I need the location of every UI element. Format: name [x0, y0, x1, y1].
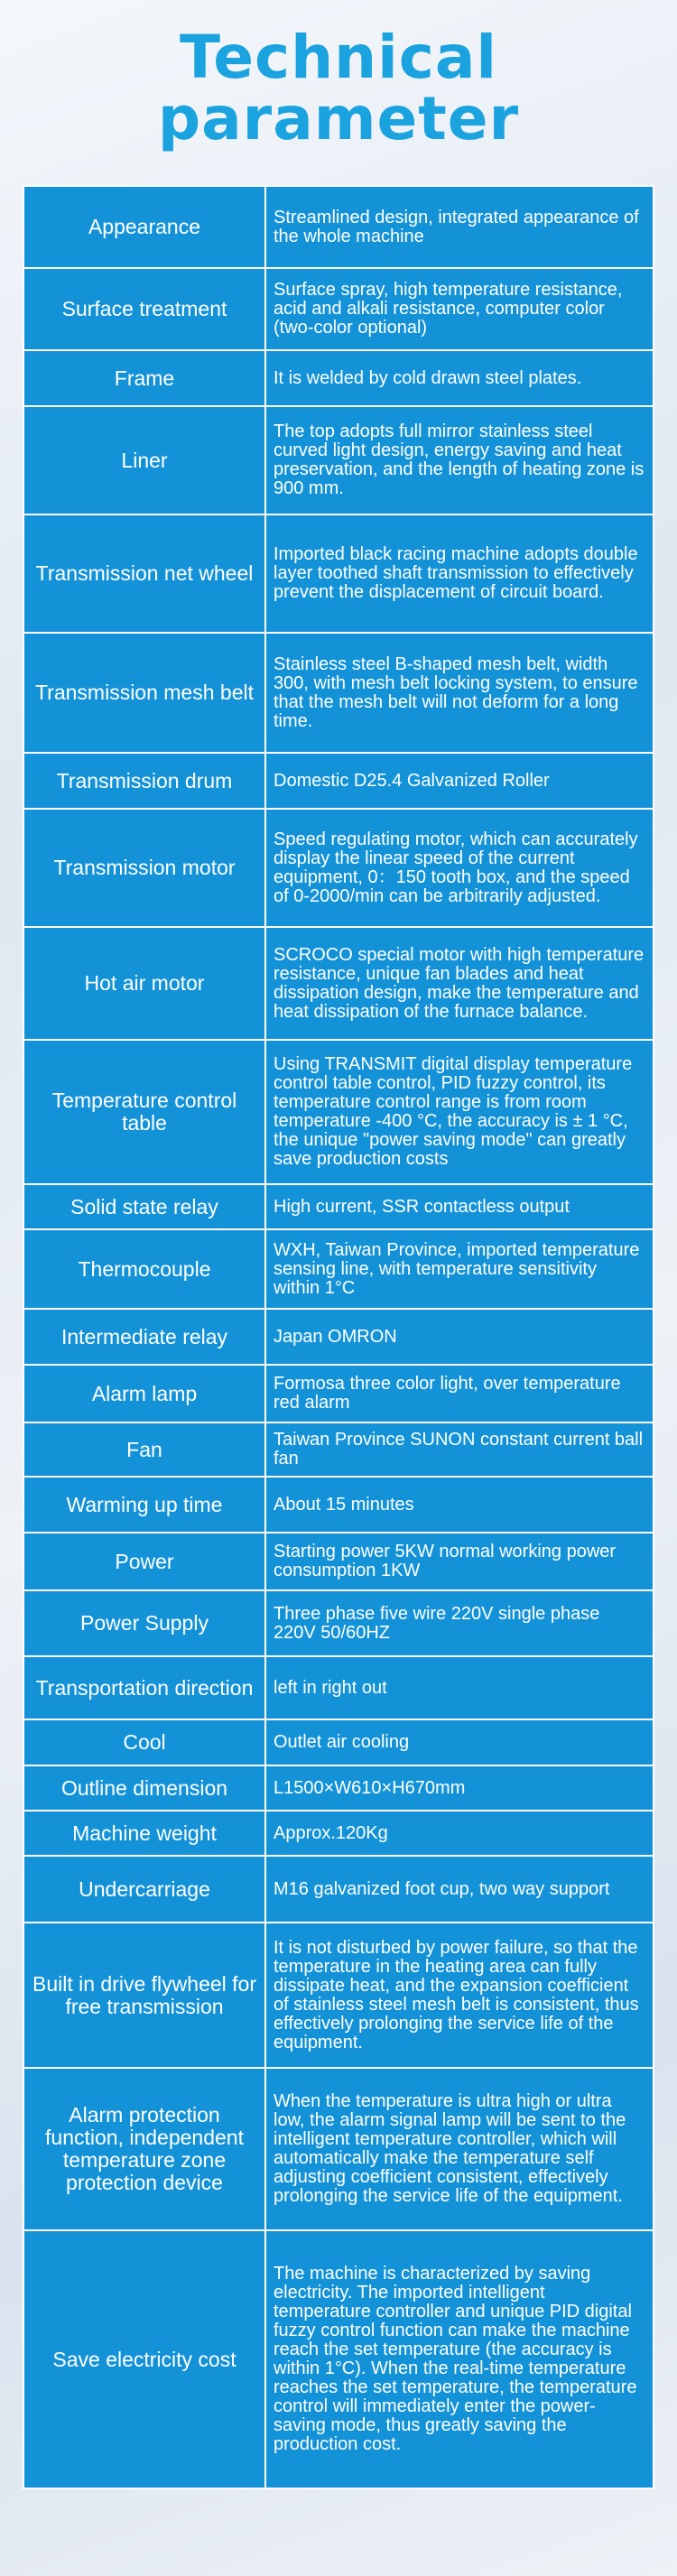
row-value: Streamlined design, integrated appearance of the whole machine	[274, 207, 639, 246]
row-value: left in right out	[274, 1677, 387, 1698]
row-label: Frame	[24, 351, 266, 405]
row-value: Formosa three color light, over temperature red alarm	[274, 1374, 621, 1413]
row-value: It is welded by cold drawn steel plates.	[274, 367, 582, 388]
row-label: Liner	[24, 407, 266, 514]
row-label: Alarm lamp	[24, 1366, 266, 1422]
row-value: The top adopts full mirror stainless steel curved light design, energy saving and heat preservation, and the length of heating zone is 900 mm.	[274, 422, 645, 498]
row-label: Machine weight	[24, 1812, 266, 1855]
row-label: Undercarriage	[24, 1857, 266, 1922]
table-row	[24, 1185, 653, 1230]
row-value: Stainless steel B-shaped mesh belt, width 300, with mesh belt locking system, to ensure that the mesh belt will not deform for a long time.	[274, 653, 638, 731]
row-label: Warming up time	[24, 1478, 266, 1532]
table-row	[24, 1534, 653, 1591]
row-value: About 15 minutes	[274, 1494, 414, 1515]
row-label: Intermediate relay	[24, 1310, 266, 1364]
table-row	[24, 810, 653, 928]
page-title-line-2: parameter	[157, 84, 520, 153]
row-value: Taiwan Province SUNON constant current ball fan	[274, 1430, 644, 1469]
row-value: The machine is characterized by saving electricity. The imported intelligent temperature controller and unique PID digital fuzzy control function can make the machine reach the set temperature (the accuracy is within 1°C). When the real-time temperature reaches the set temperature, the temperature control will immediately enter the power-saving mode, thus greatly saving the production cost.	[274, 2264, 637, 2454]
table-row	[24, 515, 653, 634]
row-value: Using TRANSMIT digital display temperature control table control, PID fuzzy control, its temperature control range is from room temperature -400 °C, the accuracy is ± 1 °C, the unique "power saving mode" can greatly save production costs	[274, 1054, 633, 1169]
table-row	[24, 1766, 653, 1812]
table-row	[24, 1720, 653, 1766]
row-label: Transmission drum	[24, 754, 266, 808]
table-row	[24, 1366, 653, 1423]
row-value: Outlet air cooling	[274, 1732, 410, 1752]
table-row	[24, 2069, 653, 2231]
row-value: Approx.120Kg	[274, 1822, 388, 1843]
row-value: Three phase five wire 220V single phase 220V 50/60HZ	[274, 1603, 600, 1643]
row-value: It is not disturbed by power failure, so that the temperature in the heating area can fully dissipate heat, and the expansion coefficient of stainless steel mesh belt is consistent, thus effectively prolonging the service life of the equipment.	[274, 1937, 639, 2052]
row-value: WXH, Taiwan Province, imported temperature sensing line, with temperature sensitivity within 1°C	[274, 1239, 640, 1298]
row-label: Power	[24, 1534, 266, 1589]
table-row	[24, 634, 653, 754]
table-row	[24, 1923, 653, 2069]
table-row	[24, 1310, 653, 1366]
table-row	[24, 1657, 653, 1720]
row-value: Japan OMRON	[274, 1326, 397, 1347]
table-row	[24, 1230, 653, 1310]
page-title	[0, 23, 677, 153]
row-value: L1500×W610×H670mm	[274, 1777, 466, 1798]
row-label: Solid state relay	[24, 1185, 266, 1228]
page-title-line-1: Technical	[179, 23, 498, 92]
row-label: Transportation direction	[24, 1657, 266, 1719]
table-row	[24, 407, 653, 515]
table-row	[24, 1812, 653, 1857]
table-row	[24, 928, 653, 1041]
table-row	[24, 1591, 653, 1657]
table-row	[24, 187, 653, 269]
table-row	[24, 1478, 653, 1534]
row-label: Power Supply	[24, 1591, 266, 1655]
row-label: Hot air motor	[24, 928, 266, 1039]
table-row	[24, 1041, 653, 1185]
row-value: Imported black racing machine adopts double layer toothed shaft transmission to effectively prevent the displacement of circuit board.	[274, 544, 638, 602]
row-label: Cool	[24, 1720, 266, 1765]
row-value: M16 galvanized foot cup, two way support	[274, 1878, 610, 1899]
row-label: Temperature control table	[24, 1041, 266, 1183]
row-value: SCROCO special motor with high temperature resistance, unique fan blades and heat dissipation design, make the temperature and heat dissipation of the furnace balance.	[274, 944, 645, 1022]
row-label: Transmission motor	[24, 810, 266, 926]
table-row	[24, 1857, 653, 1923]
table-row	[24, 2231, 653, 2488]
row-value: Speed regulating motor, which can accurately display the linear speed of the current equipment, 0：150 tooth box, and the speed of 0-2000/min can be arbitrarily adjusted.	[274, 829, 638, 906]
row-label: Transmission mesh belt	[24, 634, 266, 752]
parameter-table	[23, 185, 654, 2489]
row-label: Fan	[24, 1423, 266, 1476]
row-label: Surface treatment	[24, 269, 266, 349]
row-label: Save electricity cost	[24, 2231, 266, 2488]
table-row	[24, 754, 653, 810]
row-value: Starting power 5KW normal working power consumption 1KW	[274, 1542, 617, 1580]
table-row	[24, 269, 653, 351]
row-label: Built in drive flywheel for free transmission	[24, 1923, 266, 2067]
row-value: Surface spray, high temperature resistance, acid and alkali resistance, computer color (two-color optional)	[274, 280, 623, 338]
table-row	[24, 1423, 653, 1478]
table-row	[24, 351, 653, 407]
row-label: Thermocouple	[24, 1230, 266, 1308]
row-value: When the temperature is ultra high or ultra low, the alarm signal lamp will be sent to the intelligent temperature controller, which will automatically make the temperature self adjusting coefficient consistent, effectively prolonging the service life of the equipment.	[274, 2091, 626, 2206]
row-label: Alarm protection function, independent temperature zone protection device	[24, 2069, 266, 2229]
row-value: Domestic D25.4 Galvanized Roller	[274, 770, 550, 791]
row-label: Transmission net wheel	[24, 515, 266, 632]
row-label: Outline dimension	[24, 1766, 266, 1810]
row-value: High current, SSR contactless output	[274, 1196, 570, 1217]
row-label: Appearance	[24, 187, 266, 267]
